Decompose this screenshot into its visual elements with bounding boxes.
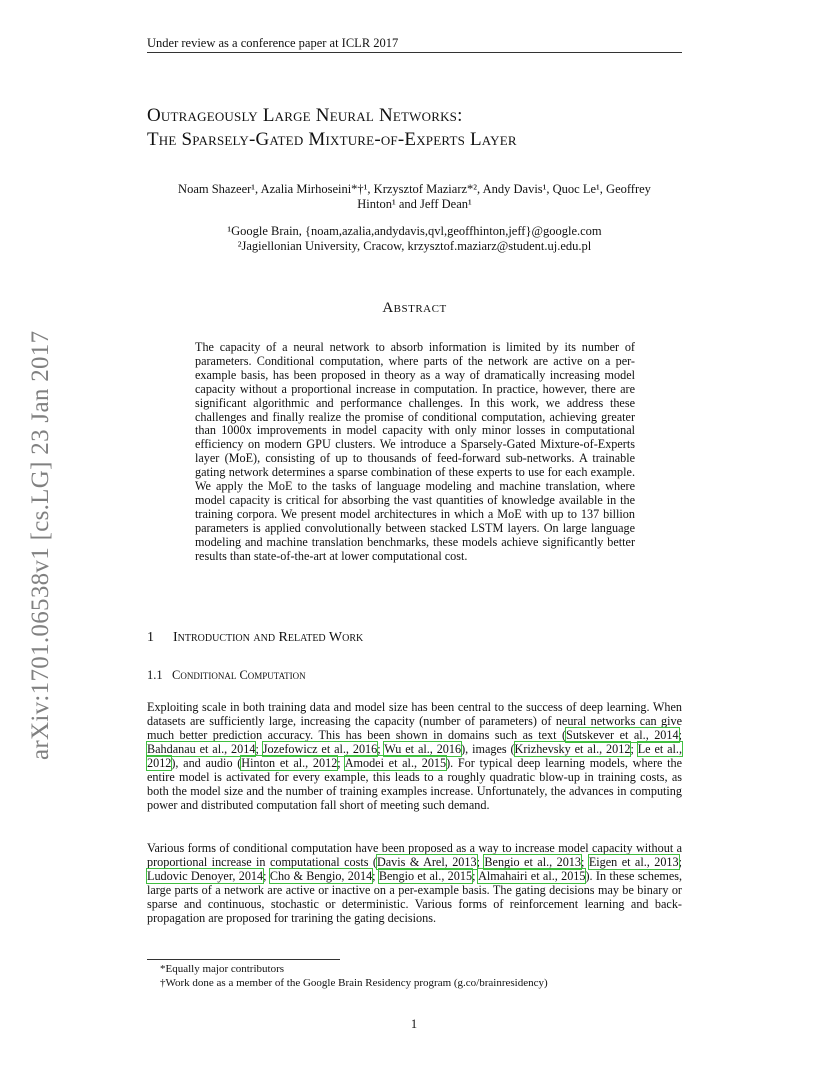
title-line-1: Outrageously Large Neural Networks:	[147, 105, 463, 126]
section-number: 1	[147, 630, 154, 645]
citation-link[interactable]: Ludovic Denoyer, 2014	[147, 869, 264, 883]
citation-link[interactable]: Cho & Bengio, 2014	[269, 869, 373, 883]
subsection-number: 1.1	[147, 668, 163, 682]
section-title: Introduction and Related Work	[173, 630, 364, 645]
title-line-2: The Sparsely-Gated Mixture-of-Experts Layer	[147, 129, 517, 150]
citation-link[interactable]: Amodei et al., 2015	[344, 756, 447, 770]
subsection-heading	[147, 668, 306, 683]
footnote-2: †Work done as a member of the Google Brain Residency program (g.co/brainresidency)	[160, 977, 548, 989]
citation-link[interactable]: Bengio et al., 2013	[484, 855, 581, 869]
affiliations	[147, 224, 682, 254]
authors-line-1: Noam Shazeer¹, Azalia Mirhoseini*†¹, Krzysztof Maziarz*², Andy Davis¹, Quoc Le¹, Geoffrey	[178, 182, 651, 196]
footnote-1: *Equally major contributors	[160, 963, 285, 975]
author-list	[147, 182, 682, 212]
abstract-text: The capacity of a neural network to absorb information is limited by its number of parameters. Conditional computation, where parts of the network are active on a per-example basis, has been proposed in theory as a way of dramatically increasing model capacity without a proportional increase in computation. In practice, however, there are significant algorithmic and performance challenges. In this work, we address these challenges and finally realize the promise of conditional computation, achieving greater than 1000x improvements in model capacity with only minor losses in computational efficiency on modern GPU clusters. We introduce a Sparsely-Gated Mixture-of-Experts layer (MoE), consisting of up to thousands of feed-forward sub-networks. A trainable gating network determines a sparse combination of these experts to use for each example. We apply the MoE to the tasks of language modeling and machine translation, where model capacity is critical for absorbing the vast quantities of knowledge available in the training corpora. We present model architectures in which a MoE with up to 137 billion parameters is applied convolutionally between stacked LSTM layers. On large language modeling and machine translation benchmarks, these models achieve significantly better results than state-of-the-art at lower computational cost.	[195, 340, 635, 563]
authors-line-2: Hinton¹ and Jeff Dean¹	[357, 197, 472, 211]
citation-link[interactable]: Bahdanau et al., 2014	[147, 742, 256, 756]
subsection-title: Conditional Computation	[172, 668, 306, 682]
paragraph-2: Various forms of conditional computation have been proposed as a way to increase model capacity without a proportional increase in computational costs (Davis & Arel, 2013; Bengio et al., 2013; Eigen et al., 2013; Ludovic Denoyer, 2014; Cho & Bengio, 2014; Bengio et al., 2015; Almahairi et al., 2015). In these schemes, large parts of a network are active or inactive on a per-example basis. The gating decisions may be binary or sparse and continuous, stochastic or deterministic. Various forms of reinforcement learning and back-propagation are proposed for trarining the gating decisions.	[147, 841, 683, 925]
affiliation-1: ¹Google Brain, {noam,azalia,andydavis,qvl,geoffhinton,jeff}@google.com	[227, 224, 602, 238]
citation-link[interactable]: Le et al., 2012	[147, 742, 683, 770]
citation-link[interactable]: Jozefowicz et al., 2016	[262, 742, 378, 756]
paper-title	[147, 104, 517, 152]
text-run: Various forms of conditional computation have been proposed as a way to increase model capacity without a proportional increase in computational costs (	[147, 841, 682, 869]
arxiv-stamp-text: arXiv:1701.06538v1 [cs.LG] 23 Jan 2017	[27, 330, 54, 760]
citation-link[interactable]: Wu et al., 2016	[384, 742, 462, 756]
citation-link[interactable]: Eigen et al., 2013	[588, 855, 679, 869]
citation-link[interactable]: Hinton et al., 2012	[241, 756, 338, 770]
page-number: 1	[410, 1017, 418, 1031]
citation-link[interactable]: Davis & Arel, 2013	[376, 855, 477, 869]
footnote-rule	[147, 959, 340, 960]
text-run: Exploiting scale in both training data and model size has been central to the success of deep learning. When datasets are sufficiently large, increasing the capacity (number of parameters) of neural networks can give much better prediction accuracy. This has been shown in domains such as text (	[147, 700, 682, 742]
abstract-heading: Abstract	[382, 300, 447, 316]
citation-link[interactable]: Sutskever et al., 2014	[566, 728, 679, 742]
header-rule	[147, 52, 682, 53]
text-run: ). In these schemes, large parts of a network are active or inactive on a per-example basis. The gating decisions may be binary or sparse and continuous, stochastic or deterministic. Various forms of reinforcement learning and back-propagation are proposed for trarining the gating decisions.	[147, 869, 683, 925]
citation-link[interactable]: Almahairi et al., 2015	[478, 869, 586, 883]
running-header: Under review as a conference paper at ICLR 2017	[147, 36, 399, 50]
citation-link[interactable]: Bengio et al., 2015	[378, 869, 473, 883]
text-run: ), images (	[461, 742, 515, 756]
text-run: ), and audio (	[171, 756, 242, 770]
paragraph-1: Exploiting scale in both training data and model size has been central to the success of deep learning. When datasets are sufficiently large, increasing the capacity (number of parameters) of neural networks can give much better prediction accuracy. This has been shown in domains such as text (Sutskever et al., 2014; Bahdanau et al., 2014; Jozefowicz et al., 2016; Wu et al., 2016), images (Krizhevsky et al., 2012; Le et al., 2012), and audio (Hinton et al., 2012; Amodei et al., 2015). For typical deep learning models, where the entire model is activated for every example, this leads to a roughly quadratic blow-up in training costs, as both the model size and the number of training examples increase. Unfortunately, the advances in computing power and distributed computation fall short of meeting such demand.	[147, 700, 683, 812]
citation-link[interactable]: Krizhevsky et al., 2012	[514, 742, 631, 756]
affiliation-2: ²Jagiellonian University, Cracow, krzysztof.maziarz@student.uj.edu.pl	[237, 239, 592, 253]
arxiv-stamp	[22, 290, 62, 760]
text-run: ). For typical deep learning models, where the entire model is activated for every example, this leads to a roughly quadratic blow-up in training costs, as both the model size and the number of training examples increase. Unfortunately, the advances in computing power and distributed computation fall short of meeting such demand.	[147, 756, 682, 812]
section-heading	[147, 630, 363, 646]
